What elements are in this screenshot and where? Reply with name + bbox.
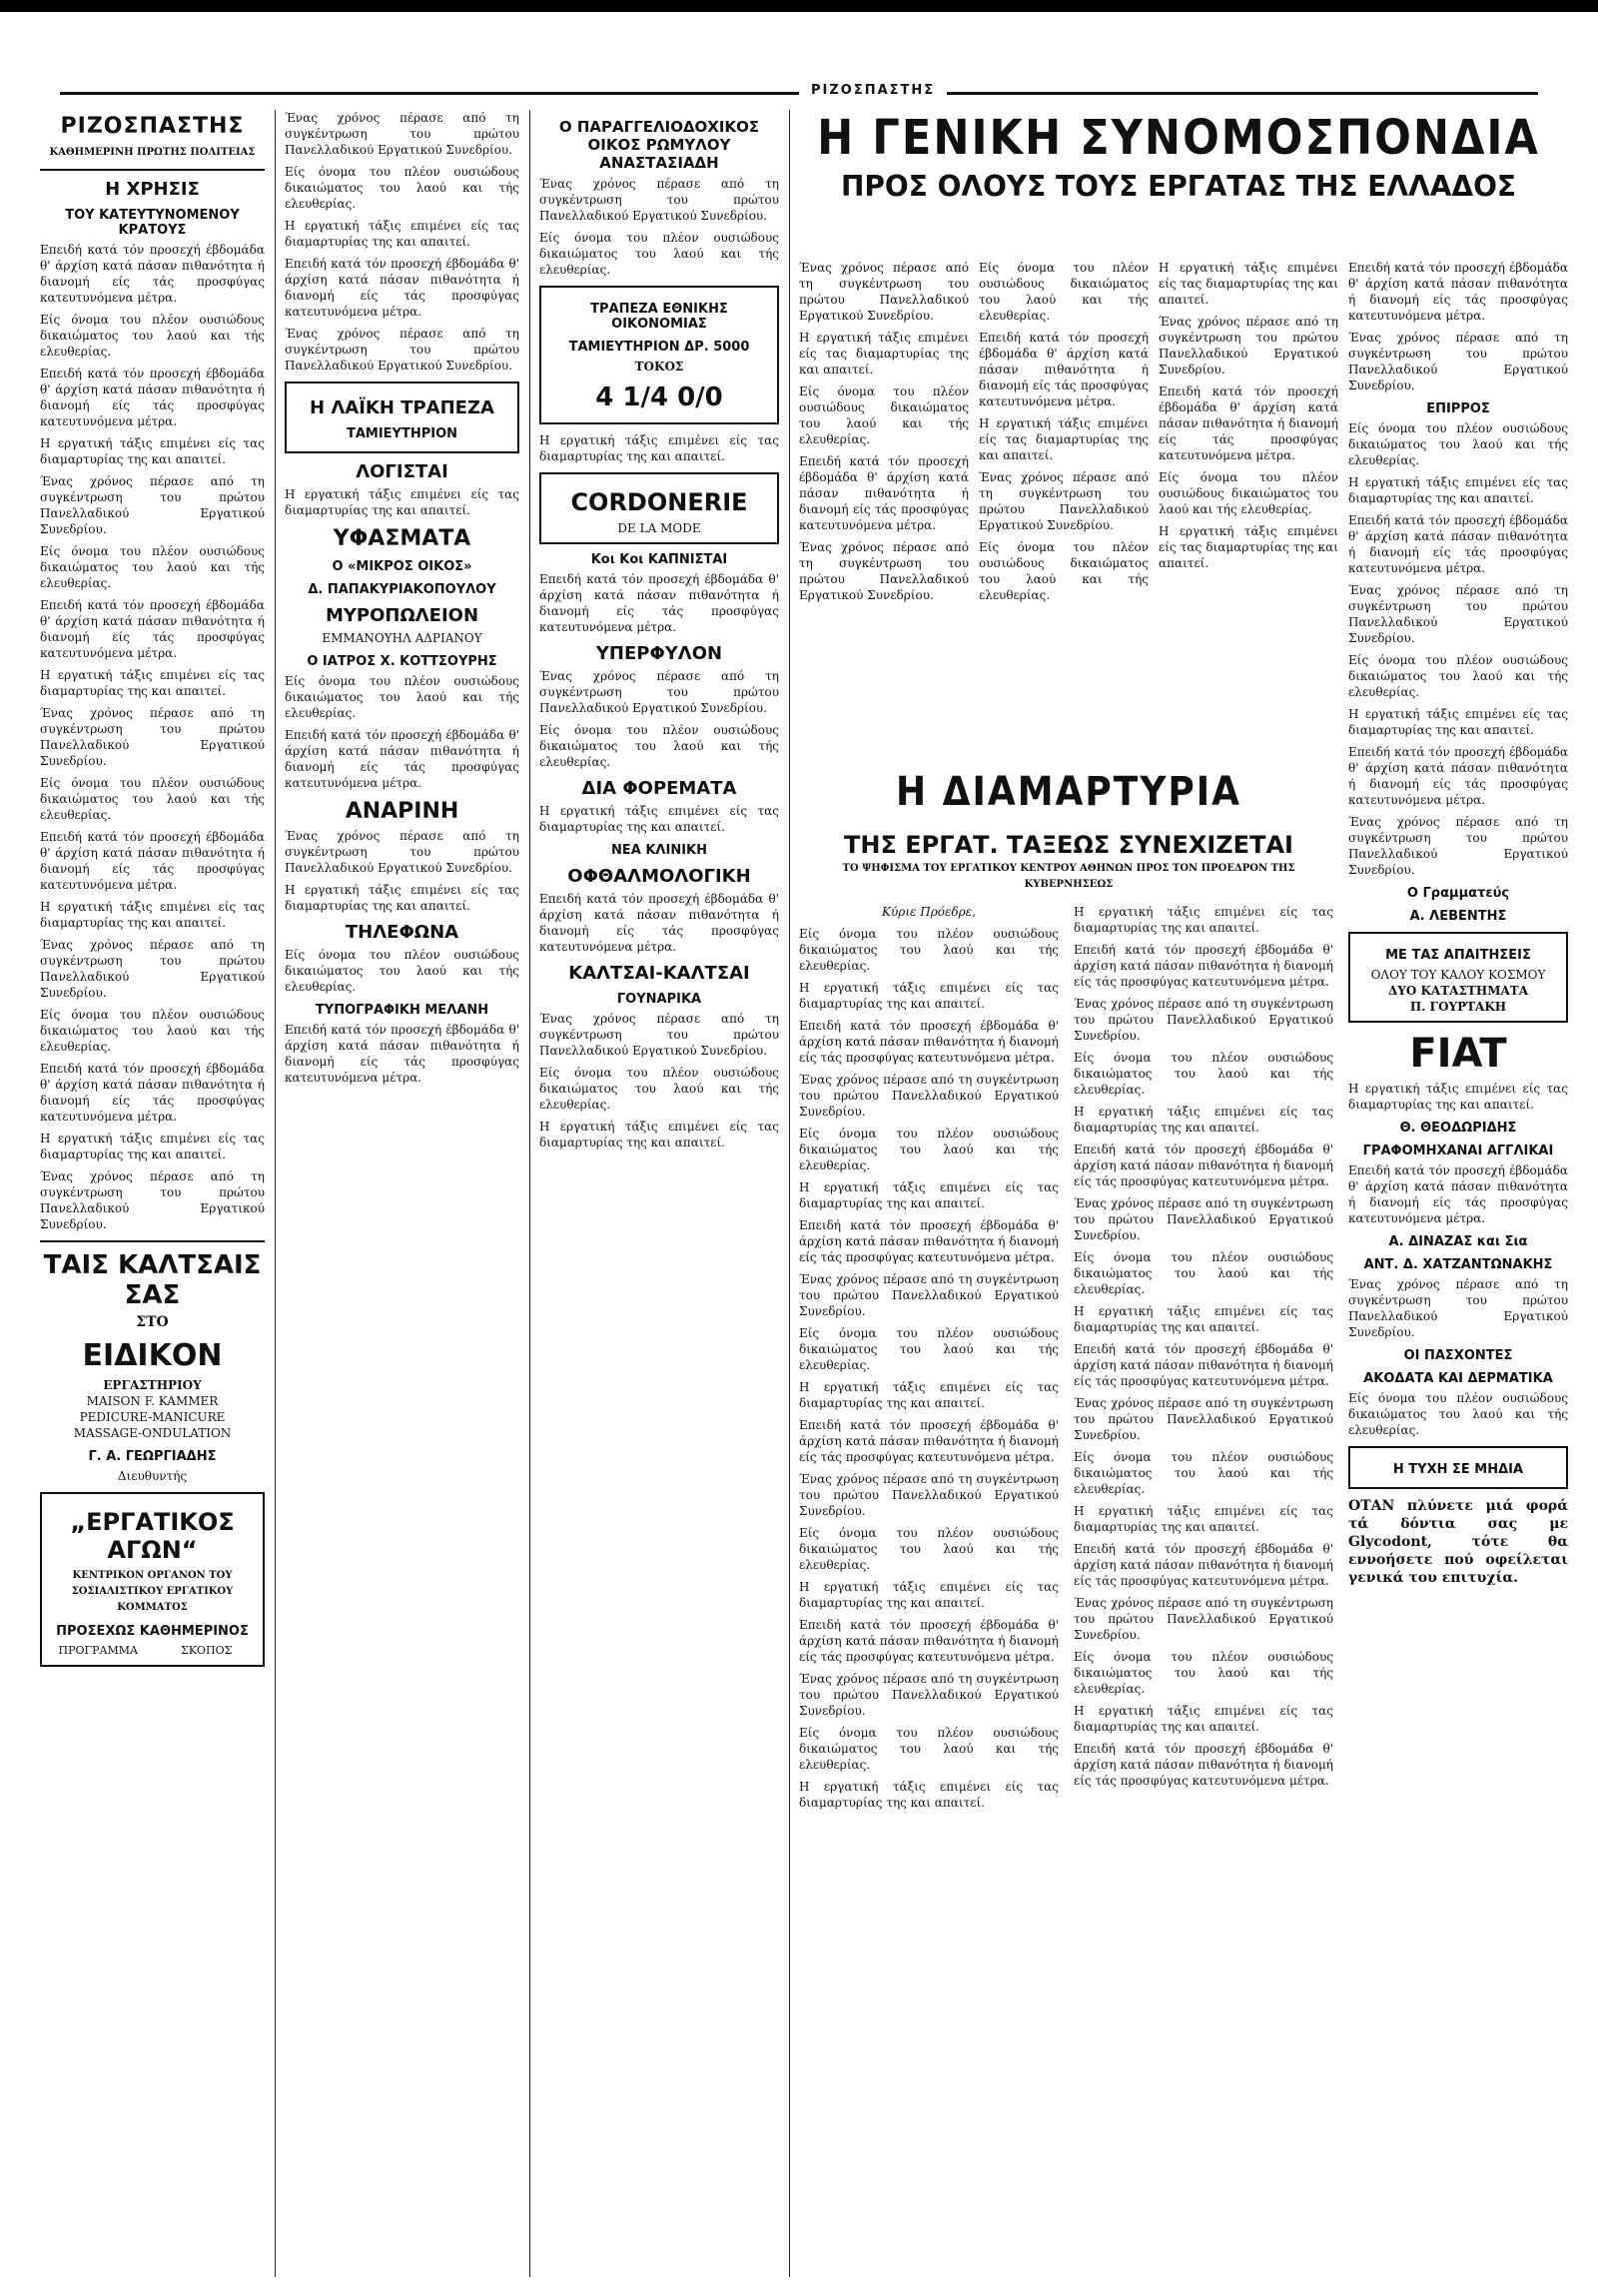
article-text: Η εργατική τάξις επιμένει είς τας διαμαρτυρίας της και απαιτεί.	[40, 900, 265, 930]
main-article-col-1	[799, 260, 969, 759]
article-text: Είς όνομα του πλέον ουσιώδους δικαιώματος του λαού και τής ελευθερίας.	[285, 674, 519, 720]
article-text: Η εργατική τάξις επιμένει είς τας διαμαρτυρίας της και απαιτεί.	[40, 668, 265, 698]
ad-anarini: ΑΝΑΡΙΝΗ	[345, 799, 459, 824]
article-text: Η εργατική τάξις επιμένει είς τας διαμαρτυρίας της και απαιτεί.	[1074, 1105, 1333, 1135]
article-text: Είς όνομα του πλέον ουσιώδους δικαιώματος του λαού και τής ελευθερίας.	[285, 948, 519, 994]
ad-fiat: FIAT	[1409, 1031, 1507, 1077]
article-text: Ένας χρόνος πέρασε από τη συγκέντρωση του πρώτου Πανελλαδικού Εργατικού Συνεδρίου.	[1348, 815, 1568, 877]
ad-grafomixanai: ΓΡΑΦΟΜΗΧΑΝΑΙ ΑΓΓΛΙΚΑΙ	[1362, 1144, 1554, 1158]
article-subheading: ΤΟΥ ΚΑΤΕΥΤΥΝΟΜΕΝΟΥ ΚΡΑΤΟΥΣ	[65, 208, 240, 238]
article-text: Η εργατική τάξις επιμένει είς τας διαμαρτυρίας της και απαιτεί.	[799, 1780, 1059, 1810]
ad-kaltsai: ΚΑΛΤΣΑΙ-ΚΑΛΤΣΑΙ	[568, 963, 750, 984]
ad-adrianou: ΕΜΜΑΝΟΥΗΛ ΑΔΡΙΑΝΟΥ	[322, 631, 482, 645]
article-text: Είς όνομα του πλέον ουσιώδους δικαιώματος του λαού και τής ελευθερίας.	[285, 165, 519, 211]
ad-gounarika: ΓΟΥΝΑΡΙΚΑ	[616, 992, 702, 1007]
ad-trapeza-title: ΤΡΑΠΕΖΑ ΕΘΝΙΚΗΣ ΟΙΚΟΝΟΜΙΑΣ	[590, 302, 728, 332]
diamartyria-headline: Η ΔΙΑΜΑΡΤΥΡΙΑ	[896, 769, 1241, 815]
column-rule	[789, 110, 790, 2277]
ad-trapeza-box	[539, 286, 779, 424]
column-1	[40, 110, 265, 2277]
article-text: Επειδή κατά τόν προσεχή έβδομάδα θ' άρχίση κατά πάσαν πιθανότητα ή διανομή είς τάς προσφύγας κατευτυνόμενα μέτρα.	[1074, 1342, 1333, 1388]
article-text: Ένας χρόνος πέρασε από τη συγκέντρωση του πρώτου Πανελλαδικού Εργατικού Συνεδρίου.	[799, 540, 969, 602]
ad-ergastiriou: ΕΡΓΑΣΤΗΡΙΟΥ	[103, 1378, 202, 1392]
diamartyria-subhead-block	[799, 829, 1338, 899]
divider	[40, 1240, 265, 1242]
article-text: Η εργατική τάξις επιμένει είς τας διαμαρτυρίας της και απαιτεί.	[1348, 707, 1568, 737]
article-text: Ένας χρόνος πέρασε από τη συγκέντρωση του πρώτου Πανελλαδικού Εργατικού Συνεδρίου.	[285, 829, 519, 875]
ad-theodoridis: Θ. ΘΕΟΔΩΡΙΔΗΣ	[1399, 1121, 1517, 1136]
salutation: Κύριε Πρόεδρε,	[882, 905, 976, 919]
article-text: Επειδή κατά τόν προσεχή έβδομάδα θ' άρχίση κατά πάσαν πιθανότητα ή διανομή είς τάς προσφύγας κατευτυνόμενα μέτρα.	[40, 367, 265, 428]
article-text: Είς όνομα του πλέον ουσιώδους δικαιώματος του λαού και τής ελευθερίας.	[1074, 1650, 1333, 1696]
ad-glycodont: ΟΤΑΝ πλύνετε μιά φορά τά δόντια σας με Glycodont, τότε θα εννοήσετε πού οφείλεται γενικά του επιτυχία.	[1348, 1498, 1568, 1586]
ad-hatzantonakis: ΑΝΤ. Δ. ΧΑΤΖΑΝΤΩΝΑΚΗΣ	[1363, 1257, 1553, 1272]
article-text: Είς όνομα του πλέον ουσιώδους δικαιώματος του λαού και τής ελευθερίας.	[799, 1726, 1059, 1772]
article-heading: Η ΧΡΗΣΙΣ	[105, 179, 200, 200]
article-text: Επειδή κατά τόν προσεχή έβδομάδα θ' άρχίση κατά πάσαν πιθανότητα ή διανομή είς τάς προσφύγας κατευτυνόμενα μέτρα.	[1348, 745, 1568, 807]
ad-mikros-oikos: Ο «ΜΙΚΡΟΣ ΟΙΚΟΣ»	[332, 559, 472, 574]
article-text: Ένας χρόνος πέρασε από τη συγκέντρωση του πρώτου Πανελλαδικού Εργατικού Συνεδρίου.	[799, 1672, 1059, 1718]
article-text: Ένας χρόνος πέρασε από τη συγκέντρωση του πρώτου Πανελλαδικού Εργατικού Συνεδρίου.	[1074, 1596, 1333, 1642]
ad-eidikon: ΕΙΔΙΚΟΝ	[82, 1338, 223, 1373]
article-text: Η εργατική τάξις επιμένει είς τας διαμαρτυρίας της και απαιτεί.	[799, 1580, 1059, 1610]
article-text: Επειδή κατά τόν προσεχή έβδομάδα θ' άρχίση κατά πάσαν πιθανότητα ή διανομή είς τάς προσφύγας κατευτυνόμενα μέτρα.	[539, 892, 779, 954]
ad-ofthalmologiki: ΟΦΘΑΛΜΟΛΟΓΙΚΗ	[567, 866, 751, 887]
ad-trapeza-tokos: ΤΟΚΟΣ	[634, 360, 684, 374]
article-text: Είς όνομα του πλέον ουσιώδους δικαιώματος του λαού και τής ελευθερίας.	[1074, 1250, 1333, 1296]
ad-kapnistai: Κοι Κοι ΚΑΠΝΙΣΤΑΙ	[590, 552, 728, 567]
article-text: Η εργατική τάξις επιμένει είς τας διαμαρτυρίας της και απαιτεί.	[1074, 1704, 1333, 1734]
article-text: Επειδή κατά τόν προσεχή έβδομάδα θ' άρχίση κατά πάσαν πιθανότητα ή διανομή είς τάς προσφύγας κατευτυνόμενα μέτρα.	[1348, 261, 1568, 323]
ergatikos-prosexos: ΠΡΟΣΕΧΩΣ ΚΑΘΗΜΕΡΙΝΟΣ	[56, 1624, 249, 1639]
ad-director-name: Γ. Α. ΓΕΩΡΓΙΑΔΗΣ	[88, 1449, 217, 1464]
ad-laiki-title: Η ΛΑΪΚΗ ΤΡΑΠΕΖΑ	[310, 397, 494, 418]
ad-papakyriakopoulou: Δ. ΠΑΠΑΚΥΡΙΑΚΟΠΟΥΛΟΥ	[308, 582, 496, 597]
article-text: Είς όνομα του πλέον ουσιώδους δικαιώματος του λαού και τής ελευθερίας.	[799, 384, 969, 446]
article-text: Η εργατική τάξις επιμένει είς τας διαμαρτυρίας της και απαιτεί.	[1074, 1304, 1333, 1334]
article-text: Επειδή κατά τόν προσεχή έβδομάδα θ' άρχίση κατά πάσαν πιθανότητα ή διανομή είς τάς προσφύγας κατευτυνόμενα μέτρα.	[285, 1023, 519, 1085]
article-text: Είς όνομα του πλέον ουσιώδους δικαιώματος του λαού και τής ελευθερίας.	[40, 544, 265, 590]
ad-dia-foremata: ΔΙΑ ΦΟΡΕΜΑΤΑ	[581, 778, 737, 799]
article-text: Η εργατική τάξις επιμένει είς τας διαμαρτυρίας της και απαιτεί.	[799, 1180, 1059, 1210]
article-text: Ένας χρόνος πέρασε από τη συγκέντρωση του πρώτου Πανελλαδικού Εργατικού Συνεδρίου.	[1348, 1277, 1568, 1339]
ad-kalou: ΟΛΟΥ ΤΟΥ ΚΑΛΟΥ ΚΟΣΜΟΥ	[1370, 968, 1546, 982]
main-article-col-3	[1159, 260, 1338, 759]
ergatikos-title: „ΕΡΓΑΤΙΚΟΣ ΑΓΩΝ“	[70, 1508, 235, 1564]
ad-tyxi-box	[1348, 1446, 1568, 1489]
article-text: Η εργατική τάξις επιμένει είς τας διαμαρτυρίας της και απαιτεί.	[799, 1380, 1059, 1410]
ad-laiki-trapeza	[285, 382, 519, 453]
ad-trapeza-tamieftirion: ΤΑΜΙΕΥΤΗΡΙΟΝ ΔΡ. 5000	[568, 340, 750, 355]
article-text: Η εργατική τάξις επιμένει είς τας διαμαρτυρίας της και απαιτεί.	[1348, 1082, 1568, 1112]
article-text: Ένας χρόνος πέρασε από τη συγκέντρωση του πρώτου Πανελλαδικού Εργατικού Συνεδρίου.	[1159, 315, 1338, 377]
section-epirros: ΕΠΙΡΡΟΣ	[1426, 401, 1490, 416]
article-text: Είς όνομα του πλέον ουσιώδους δικαιώματος του λαού και τής ελευθερίας.	[539, 231, 779, 277]
article-text: Είς όνομα του πλέον ουσιώδους δικαιώματος του λαού και τής ελευθερίας.	[979, 261, 1149, 323]
ad-yfasmata: ΥΦΑΣΜΑΤΑ	[333, 526, 471, 551]
divider	[40, 169, 265, 171]
article-text: Ένας χρόνος πέρασε από τη συγκέντρωση του πρώτου Πανελλαδικού Εργατικού Συνεδρίου.	[285, 327, 519, 373]
article-text: Επειδή κατά τόν προσεχή έβδομάδα θ' άρχίση κατά πάσαν πιθανότητα ή διανομή είς τάς προσφύγας κατευτυνόμενα μέτρα.	[1074, 1143, 1333, 1188]
ad-alamode: DE LA MODE	[617, 521, 701, 535]
ad-paschontes: ΟΙ ΠΑΣΧΟΝΤΕΣ	[1403, 1348, 1513, 1363]
article-text: Ένας χρόνος πέρασε από τη συγκέντρωση του πρώτου Πανελλαδικού Εργατικού Συνεδρίου.	[539, 177, 779, 223]
column-rule	[275, 110, 276, 2277]
ergatikos-programma: ΠΡΟΓΡΑΜΜΑ	[58, 1644, 138, 1657]
ad-laiki-tamieftirion: ΤΑΜΙΕΥΤΗΡΙΟΝ	[346, 426, 458, 441]
main-article-col-2	[979, 260, 1149, 759]
ad-maison: MAISON F. KAMMER	[86, 1394, 219, 1408]
article-text: Είς όνομα του πλέον ουσιώδους δικαιώματος του λαού και τής ελευθερίας.	[539, 723, 779, 769]
article-text: Επειδή κατά τόν προσεχή έβδομάδα θ' άρχίση κατά πάσαν πιθανότητα ή διανομή είς τάς προσφύγας κατευτυνόμενα μέτρα.	[799, 1218, 1059, 1264]
article-text: Ένας χρόνος πέρασε από τη συγκέντρωση του πρώτου Πανελλαδικού Εργατικού Συνεδρίου.	[539, 669, 779, 715]
article-text: Επειδή κατά τόν προσεχή έβδομάδα θ' άρχίση κατά πάσαν πιθανότητα ή διανομή είς τάς προσφύγας κατευτυνόμενα μέτρα.	[40, 598, 265, 660]
article-text: Ένας χρόνος πέρασε από τη συγκέντρωση του πρώτου Πανελλαδικού Εργατικού Συνεδρίου.	[799, 1073, 1059, 1119]
article-text: Επειδή κατά τόν προσεχή έβδομάδα θ' άρχίση κατά πάσαν πιθανότητα ή διανομή είς τάς προσφύγας κατευτυνόμενα μέτρα.	[799, 454, 969, 532]
ad-cordonerie: CORDONERIE	[570, 488, 748, 516]
main-subhead: ΠΡΟΣ ΟΛΟΥΣ ΤΟΥΣ ΕΡΓΑΤΑΣ ΤΗΣ ΕΛΛΑΔΟΣ	[840, 170, 1517, 203]
article-text: Επειδή κατά τόν προσεχή έβδομάδα θ' άρχίση κατά πάσαν πιθανότητα ή διανομή είς τάς προσφύγας κατευτυνόμενα μέτρα.	[799, 1618, 1059, 1664]
article-text: Επειδή κατά τόν προσεχή έβδομάδα θ' άρχίση κατά πάσαν πιθανότητα ή διανομή είς τάς προσφύγας κατευτυνόμενα μέτρα.	[40, 830, 265, 892]
article-text: Η εργατική τάξις επιμένει είς τας διαμαρτυρίας της και απαιτεί.	[1074, 1504, 1333, 1534]
article-text: Είς όνομα του πλέον ουσιώδους δικαιώματος του λαού και τής ελευθερίας.	[799, 1526, 1059, 1572]
diamartyria-subsubhead: ΤΟ ΨΗΦΙΣΜΑ ΤΟΥ ΕΡΓΑΤΙΚΟΥ ΚΕΝΤΡΟΥ ΑΘΗΝΩΝ ΠΡΟΣ ΤΟΝ ΠΡΟΕΔΡΟΝ ΤΗΣ ΚΥΒΕΡΝΗΣΕΩΣ	[842, 863, 1295, 890]
article-text: Ένας χρόνος πέρασε από τη συγκέντρωση του πρώτου Πανελλαδικού Εργατικού Συνεδρίου.	[799, 1272, 1059, 1318]
ad-myropoleion: ΜΥΡΟΠΩΛΕΙΟΝ	[325, 605, 479, 626]
article-text: Ένας χρόνος πέρασε από τη συγκέντρωση του πρώτου Πανελλαδικού Εργατικού Συνεδρίου.	[1348, 583, 1568, 645]
ergatikos-organo: ΚΕΝΤΡΙΚΟΝ ΟΡΓΑΝΟΝ ΤΟΥ ΣΟΣΙΑΛΙΣΤΙΚΟΥ ΕΡΓΑΤΙΚΟΥ ΚΟΜΜΑΤΟΣ	[71, 1570, 234, 1613]
article-text: Η εργατική τάξις επιμένει είς τας διαμαρτυρίας της και απαιτεί.	[40, 436, 265, 466]
article-text: Επειδή κατά τόν προσεχή έβδομάδα θ' άρχίση κατά πάσαν πιθανότητα ή διανομή είς τάς προσφύγας κατευτυνόμενα μέτρα.	[1074, 943, 1333, 989]
article-text: Επειδή κατά τόν προσεχή έβδομάδα θ' άρχίση κατά πάσαν πιθανότητα ή διανομή είς τάς προσφύγας κατευτυνόμενα μέτρα.	[285, 257, 519, 319]
article-text: Επειδή κατά τόν προσεχή έβδομάδα θ' άρχίση κατά πάσαν πιθανότητα ή διανομή είς τάς προσφύγας κατευτυνόμενα μέτρα.	[1074, 1542, 1333, 1588]
article-text: Η εργατική τάξις επιμένει είς τας διαμαρτυρίας της και απαιτεί.	[285, 883, 519, 913]
ad-logistai: ΛΟΓΙΣΤΑΙ	[356, 461, 448, 482]
article-text: Η εργατική τάξις επιμένει είς τας διαμαρτυρίας της και απαιτεί.	[539, 433, 779, 463]
ad-sto: ΣΤΟ	[136, 1314, 169, 1330]
article-text: Ένας χρόνος πέρασε από τη συγκέντρωση του πρώτου Πανελλαδικού Εργατικού Συνεδρίου.	[1074, 1396, 1333, 1442]
article-text: Είς όνομα του πλέον ουσιώδους δικαιώματος του λαού και τής ελευθερίας.	[1074, 1051, 1333, 1097]
article-text: Ένας χρόνος πέρασε από τη συγκέντρωση του πρώτου Πανελλαδικού Εργατικού Συνεδρίου.	[40, 1169, 265, 1231]
ergatikos-agon-box	[40, 1492, 265, 1667]
column-2	[285, 110, 519, 2277]
running-head: ΡΙΖΟΣΠΑΣΤΗΣ	[799, 83, 947, 98]
article-text: Είς όνομα του πλέον ουσιώδους δικαιώματος του λαού και τής ελευθερίας.	[1348, 1391, 1568, 1437]
article-text: Είς όνομα του πλέον ουσιώδους δικαιώματος του λαού και τής ελευθερίας.	[40, 313, 265, 359]
ad-trapeza-rate: 4 1/4 0/0	[595, 383, 723, 412]
article-text: Ένας χρόνος πέρασε από τη συγκέντρωση του πρώτου Πανελλαδικού Εργατικού Συνεδρίου.	[285, 111, 519, 157]
article-text: Η εργατική τάξις επιμένει είς τας διαμαρτυρίας της και απαιτεί.	[979, 416, 1149, 462]
signoff-name: Α. ΛΕΒΕΝΤΗΣ	[1409, 909, 1507, 924]
article-text: Επειδή κατά τόν προσεχή έβδομάδα θ' άρχίση κατά πάσαν πιθανότητα ή διανομή είς τάς προσφύγας κατευτυνόμενα μέτρα.	[285, 728, 519, 790]
article-text: Είς όνομα του πλέον ουσιώδους δικαιώματος του λαού και τής ελευθερίας.	[1348, 653, 1568, 699]
article-text: Ένας χρόνος πέρασε από τη συγκέντρωση του πρώτου Πανελλαδικού Εργατικού Συνεδρίου.	[40, 706, 265, 768]
ad-pedicure: PEDICURE-MANICURE	[79, 1410, 226, 1424]
article-text: Είς όνομα του πλέον ουσιώδους δικαιώματος του λαού και τής ελευθερίας.	[799, 1127, 1059, 1172]
article-text: Επειδή κατά τόν προσεχή έβδομάδα θ' άρχίση κατά πάσαν πιθανότητα ή διανομή είς τάς προσφύγας κατευτυνόμενα μέτρα.	[40, 243, 265, 305]
ad-gourtaki: Π. ΓΟΥΡΤΑΚΗ	[1409, 1000, 1507, 1014]
ad-massage: MASSAGE-ONDULATION	[73, 1426, 232, 1440]
main-headline: Η ΓΕΝΙΚΗ ΣΥΝΟΜΟΣΠΟΝΔΙΑ	[817, 110, 1540, 166]
ad-ypnerfylon: ΥΠΕΡΦΥΛΟΝ	[595, 643, 723, 664]
article-text: Είς όνομα του πλέον ουσιώδους δικαιώματος του λαού και τής ελευθερίας.	[799, 927, 1059, 973]
ad-me-tas: ΜΕ ΤΑΣ ΑΠΑΙΤΗΣΕΙΣ	[1385, 948, 1531, 963]
ad-tyxi: Η ΤΥΧΗ ΣΕ ΜΗΔΙΑ	[1392, 1462, 1524, 1477]
ad-me-tas-box	[1348, 932, 1568, 1023]
article-text: Η εργατική τάξις επιμένει είς τας διαμαρτυρίας της και απαιτεί.	[1348, 475, 1568, 505]
column-rule	[529, 110, 530, 2277]
article-text: Ένας χρόνος πέρασε από τη συγκέντρωση του πρώτου Πανελλαδικού Εργατικού Συνεδρίου.	[799, 261, 969, 323]
article-text: Επειδή κατά τόν προσεχή έβδομάδα θ' άρχίση κατά πάσαν πιθανότητα ή διανομή είς τάς προσφύγας κατευτυνόμενα μέτρα.	[799, 1019, 1059, 1065]
article-text: Επειδή κατά τόν προσεχή έβδομάδα θ' άρχίση κατά πάσαν πιθανότητα ή διανομή είς τάς προσφύγας κατευτυνόμενα μέτρα.	[40, 1062, 265, 1124]
diamartyria-col-2	[1074, 904, 1333, 2277]
ad-cordonerie-box	[539, 472, 779, 544]
ad-kaltsais: ΤΑΙΣ ΚΑΛΤΣΑΙΣ ΣΑΣ	[43, 1250, 262, 1310]
article-text: Είς όνομα του πλέον ουσιώδους δικαιώματος του λαού και τής ελευθερίας.	[40, 776, 265, 822]
article-text: Επειδή κατά τόν προσεχή έβδομάδα θ' άρχίση κατά πάσαν πιθανότητα ή διανομή είς τάς προσφύγας κατευτυνόμενα μέτρα.	[1159, 384, 1338, 462]
ad-dyo: ΔΥΟ ΚΑΤΑΣΤΗΜΑΤΑ	[1387, 984, 1529, 998]
article-text: Η εργατική τάξις επιμένει είς τας διαμαρτυρίας της και απαιτεί.	[799, 331, 969, 377]
top-black-band	[0, 0, 1598, 12]
main-headline-block	[799, 110, 1558, 260]
article-text: Ένας χρόνος πέρασε από τη συγκέντρωση του πρώτου Πανελλαδικού Εργατικού Συνεδρίου.	[799, 1472, 1059, 1518]
ad-parakatathikos: Ο ΠΑΡΑΓΓΕΛΙΟΔΟΧΙΚΟΣ ΟΙΚΟΣ ΡΩΜΥΛΟΥ ΑΝΑΣΤΑΣΙΑΔΗ	[558, 118, 760, 172]
article-text: Είς όνομα του πλέον ουσιώδους δικαιώματος του λαού και τής ελευθερίας.	[1074, 1450, 1333, 1496]
article-text: Η εργατική τάξις επιμένει είς τας διαμαρτυρίας της και απαιτεί.	[799, 981, 1059, 1011]
article-text: Η εργατική τάξις επιμένει είς τας διαμαρτυρίας της και απαιτεί.	[40, 1132, 265, 1161]
ergatikos-skopos: ΣΚΟΠΟΣ	[181, 1644, 233, 1657]
ad-tilefona: ΤΗΛΕΦΩΝΑ	[345, 922, 459, 943]
article-text: Είς όνομα του πλέον ουσιώδους δικαιώματος του λαού και τής ελευθερίας.	[1348, 421, 1568, 467]
article-text: Επειδή κατά τόν προσεχή έβδομάδα θ' άρχίση κατά πάσαν πιθανότητα ή διανομή είς τάς προσφύγας κατευτυνόμενα μέτρα.	[979, 331, 1149, 408]
article-text: Η εργατική τάξις επιμένει είς τας διαμαρτυρίας της και απαιτεί.	[539, 804, 779, 834]
ad-iatros: Ο ΙΑΤΡΟΣ Χ. ΚΟΤΤΣΟΥΡΗΣ	[307, 654, 497, 669]
article-text: Επειδή κατά τόν προσεχή έβδομάδα θ' άρχίση κατά πάσαν πιθανότητα ή διανομή είς τάς προσφύγας κατευτυνόμενα μέτρα.	[1348, 1163, 1568, 1225]
article-text: Ένας χρόνος πέρασε από τη συγκέντρωση του πρώτου Πανελλαδικού Εργατικού Συνεδρίου.	[1074, 997, 1333, 1043]
article-text: Είς όνομα του πλέον ουσιώδους δικαιώματος του λαού και τής ελευθερίας.	[1159, 470, 1338, 516]
ad-typografiki: ΤΥΠΟΓΡΑΦΙΚΗ ΜΕΛΑΝΗ	[315, 1003, 489, 1018]
column-3	[539, 110, 779, 2277]
article-text: Είς όνομα του πλέον ουσιώδους δικαιώματος του λαού και τής ελευθερίας.	[40, 1008, 265, 1054]
running-head-rule	[60, 83, 1538, 105]
ad-nea-kliniki: ΝΕΑ ΚΛΙΝΙΚΗ	[611, 843, 707, 858]
article-text: Η εργατική τάξις επιμένει είς τας διαμαρτυρίας της και απαιτεί.	[1159, 261, 1338, 307]
article-text: Είς όνομα του πλέον ουσιώδους δικαιώματος του λαού και τής ελευθερίας.	[799, 1326, 1059, 1372]
article-text: Επειδή κατά τόν προσεχή έβδομάδα θ' άρχίση κατά πάσαν πιθανότητα ή διανομή είς τάς προσφύγας κατευτυνόμενα μέτρα.	[1348, 513, 1568, 575]
signoff-title: Ο Γραμματεύς	[1406, 886, 1510, 901]
ad-akodata: ΑΚΟΔΑΤΑ ΚΑΙ ΔΕΡΜΑΤΙΚΑ	[1363, 1371, 1553, 1386]
article-text: Η εργατική τάξις επιμένει είς τας διαμαρτυρίας της και απαιτεί.	[1074, 905, 1333, 935]
article-text: Επειδή κατά τόν προσεχή έβδομάδα θ' άρχίση κατά πάσαν πιθανότητα ή διανομή είς τάς προσφύγας κατευτυνόμενα μέτρα.	[1074, 1742, 1333, 1788]
diamartyria-headline-block	[799, 769, 1338, 829]
article-text: Ένας χρόνος πέρασε από τη συγκέντρωση του πρώτου Πανελλαδικού Εργατικού Συνεδρίου.	[1074, 1196, 1333, 1242]
article-text: Η εργατική τάξις επιμένει είς τας διαμαρτυρίας της και απαιτεί.	[539, 1120, 779, 1149]
ad-dinasas: Α. ΔΙΝΑΖΑΣ και Σια	[1388, 1234, 1528, 1249]
diamartyria-subhead: ΤΗΣ ΕΡΓΑΤ. ΤΑΞΕΩΣ ΣΥΝΕΧΙΖΕΤΑΙ	[844, 831, 1293, 859]
ad-director-title: Διευθυντής	[117, 1469, 188, 1483]
diamartyria-col-1	[799, 904, 1059, 2277]
right-column	[1348, 260, 1568, 2277]
article-text: Ένας χρόνος πέρασε από τη συγκέντρωση του πρώτου Πανελλαδικού Εργατικού Συνεδρίου.	[40, 474, 265, 536]
article-text: Είς όνομα του πλέον ουσιώδους δικαιώματος του λαού και τής ελευθερίας.	[979, 540, 1149, 602]
article-text: Επειδή κατά τόν προσεχή έβδομάδα θ' άρχίση κατά πάσαν πιθανότητα ή διανομή είς τάς προσφύγας κατευτυνόμενα μέτρα.	[539, 572, 779, 634]
paper-tagline: ΚΑΘΗΜΕΡΙΝΗ ΠΡΩΤΗΣ ΠΟΛΙΤΕΙΑΣ	[49, 147, 256, 158]
article-text: Η εργατική τάξις επιμένει είς τας διαμαρτυρίας της και απαιτεί.	[285, 219, 519, 249]
article-text: Ένας χρόνος πέρασε από τη συγκέντρωση του πρώτου Πανελλαδικού Εργατικού Συνεδρίου.	[40, 938, 265, 1000]
paper-title: ΡΙΖΟΣΠΑΣΤΗΣ	[60, 114, 245, 139]
article-text: Ένας χρόνος πέρασε από τη συγκέντρωση του πρώτου Πανελλαδικού Εργατικού Συνεδρίου.	[1348, 331, 1568, 392]
article-text: Ένας χρόνος πέρασε από τη συγκέντρωση του πρώτου Πανελλαδικού Εργατικού Συνεδρίου.	[539, 1012, 779, 1058]
article-text: Η εργατική τάξις επιμένει είς τας διαμαρτυρίας της και απαιτεί.	[285, 487, 519, 517]
article-text: Επειδή κατά τόν προσεχή έβδομάδα θ' άρχίση κατά πάσαν πιθανότητα ή διανομή είς τάς προσφύγας κατευτυνόμενα μέτρα.	[799, 1418, 1059, 1464]
article-text: Η εργατική τάξις επιμένει είς τας διαμαρτυρίας της και απαιτεί.	[1159, 524, 1338, 570]
article-text: Είς όνομα του πλέον ουσιώδους δικαιώματος του λαού και τής ελευθερίας.	[539, 1066, 779, 1112]
article-text: Ένας χρόνος πέρασε από τη συγκέντρωση του πρώτου Πανελλαδικού Εργατικού Συνεδρίου.	[979, 470, 1149, 532]
